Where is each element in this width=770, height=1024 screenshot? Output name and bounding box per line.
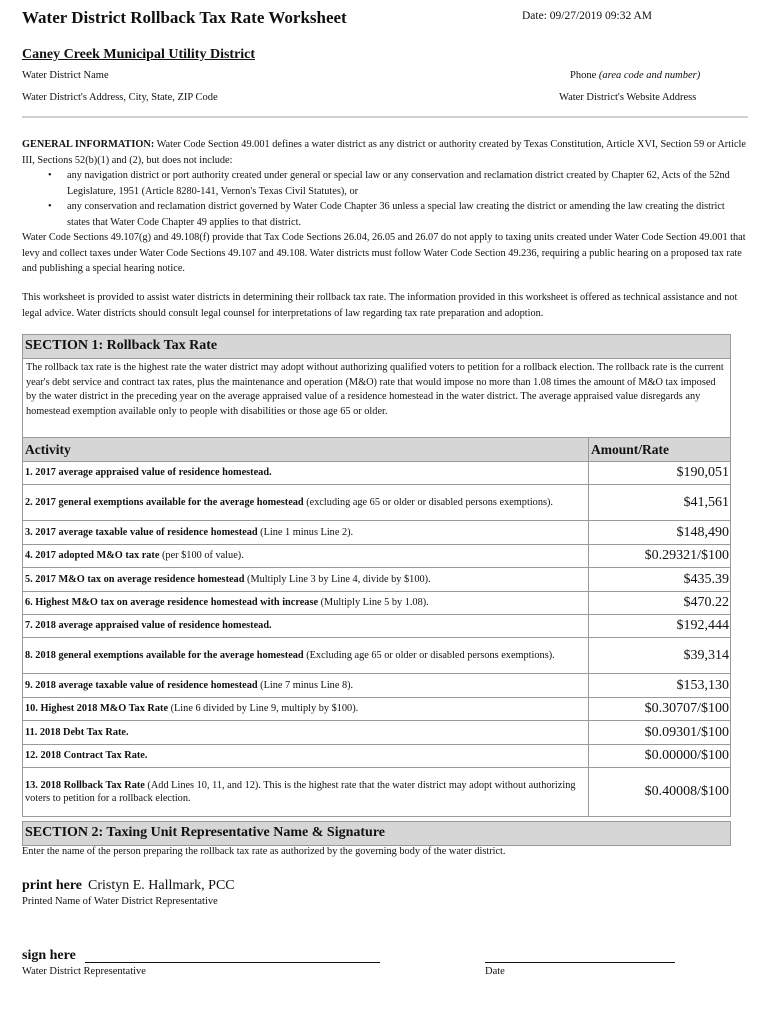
amount-cell: $0.30707/$100 (589, 698, 731, 721)
activity-bold: 4. 2017 adopted M&O tax rate (25, 550, 160, 562)
bullet-text: any navigation district or port authority created under general or special law or any conservation and reclamation district created by Chapter 62, Acts of the 52nd Legislature, 1951 (Article 8280-141, Vernon's Texas Civil Statutes), or (67, 170, 730, 197)
activity-bold: 2. 2017 general exemptions available for the average homestead (25, 496, 304, 508)
phone-label-text: Phone (570, 70, 597, 81)
activity-cell (23, 768, 589, 817)
general-information (22, 137, 748, 277)
phone-label (570, 70, 700, 81)
amount-cell: $435.39 (589, 568, 731, 592)
amount-cell: $470.22 (589, 592, 731, 615)
activity-bold: 9. 2018 average taxable value of residence homestead (25, 679, 258, 691)
page-title: Water District Rollback Tax Rate Worksheet (22, 8, 347, 27)
activity-cell (23, 674, 589, 698)
general-intro-text: Water Code Section 49.001 defines a water district as any district or authority created by Texas Constitution, Article XVI, Section 59 or Article III, Sections 52(b)(1) and (2), but does not include: (22, 139, 746, 166)
table-row (23, 485, 731, 521)
activity-cell (23, 698, 589, 721)
amount-cell: $0.29321/$100 (589, 545, 731, 568)
activity-bold: 5. 2017 M&O tax on average residence homestead (25, 573, 245, 585)
amount-cell: $0.00000/$100 (589, 745, 731, 768)
activity-cell (23, 592, 589, 615)
activity-note: (Multiply Line 5 by 1.08). (318, 597, 429, 609)
activity-bold: 6. Highest M&O tax on average residence homestead with increase (25, 597, 319, 609)
list-item (22, 199, 748, 230)
activity-note: (per $100 of value). (159, 550, 244, 562)
amount-cell: $148,490 (589, 521, 731, 545)
table-row (23, 592, 731, 615)
table-row (23, 615, 731, 638)
district-name: Caney Creek Municipal Utility District (22, 47, 256, 62)
activity-cell (23, 615, 589, 638)
printed-name-field[interactable]: Cristyn E. Hallmark, PCC (88, 878, 235, 893)
amount-cell: $153,130 (589, 674, 731, 698)
phone-hint: (area code and number) (598, 70, 701, 81)
activity-note: (Line 6 divided by Line 9, multiply by $100). (168, 703, 359, 715)
activity-note: (Multiply Line 3 by Line 4, divide by $100). (244, 573, 431, 585)
bullet-icon: • (48, 170, 52, 181)
signature-field[interactable] (85, 962, 380, 963)
activity-bold: 13. 2018 Rollback Tax Rate (25, 779, 145, 791)
activity-bold: 11. 2018 Debt Tax Rate. (25, 726, 129, 738)
table-row (23, 462, 731, 485)
address-label: Water District's Address, City, State, ZIP Code (22, 92, 218, 103)
section-2-title: SECTION 2: Taxing Unit Representative Name & Signature (22, 821, 731, 846)
activity-note: (Line 1 minus Line 2). (257, 526, 354, 538)
date-label: Date (485, 966, 505, 977)
print-row (22, 878, 235, 894)
list-item (22, 168, 748, 199)
activity-cell (23, 568, 589, 592)
activity-bold: 12. 2018 Contract Tax Rate. (25, 750, 148, 762)
activity-bold: 8. 2018 general exemptions available for the average homestead (25, 649, 304, 661)
website-label: Water District's Website Address (559, 92, 697, 103)
table-row (23, 638, 731, 674)
table-row (23, 768, 731, 817)
activity-note: (Line 7 minus Line 8). (257, 679, 354, 691)
table-row (23, 545, 731, 568)
activity-bold: 7. 2018 average appraised value of residence homestead. (25, 620, 272, 632)
table-row (23, 674, 731, 698)
bullet-text: any conservation and reclamation district governed by Water Code Chapter 36 unless a special law creating the district or amending the law creating the district states that Water Code Chapter 49 applies to that district. (67, 201, 725, 228)
activity-cell (23, 745, 589, 768)
amount-cell: $39,314 (589, 638, 731, 674)
district-name-label: Water District Name (22, 70, 109, 81)
activity-header: Activity (23, 438, 589, 462)
worksheet-note: This worksheet is provided to assist water districts in determining their rollback tax rate. The information provided in this worksheet is offered as technical assistance and not legal advice. Water districts should consult legal counsel for interpretations of law regarding tax rate preparation and adoption. (22, 292, 738, 319)
activity-cell (23, 521, 589, 545)
general-heading: GENERAL INFORMATION: (22, 139, 155, 150)
section-1-description: The rollback tax rate is the highest rate the water district may adopt without authorizing qualified voters to petition for a rollback election. The rollback rate is the current year's debt service and contract tax rates, plus the maintenance and operation (M&O) rate that would impose no more than 1.08 times the amount of M&O tax imposed by the water district in the preceding year on the average appraised value of a residence homestead in the water district. The average appraised value disregards any homestead exemption available only to people with disabilities or those age 65 or older. (22, 359, 731, 437)
activity-note: (excluding age 65 or older or disabled persons exemptions). (303, 496, 553, 508)
amount-cell: $41,561 (589, 485, 731, 521)
amount-cell: $192,444 (589, 615, 731, 638)
activity-bold: 1. 2017 average appraised value of residence homestead. (25, 467, 272, 479)
section-1-title: SECTION 1: Rollback Tax Rate (22, 334, 731, 359)
print-label: print here (22, 878, 83, 893)
general-bullets (22, 168, 748, 230)
table-header-row (23, 438, 731, 462)
amount-cell: $190,051 (589, 462, 731, 485)
date-field[interactable] (485, 962, 675, 963)
amount-cell: $0.40008/$100 (589, 768, 731, 817)
activity-note: (Excluding age 65 or older or disabled persons exemptions). (303, 649, 555, 661)
general-closing: Water Code Sections 49.107(g) and 49.108(f) provide that Tax Code Sections 26.04, 26.05 and 26.07 do not apply to taxing units created under Water Code Section 49.001 that levy and collect taxes under Water Code Sections 49.107 and 49.108. Water districts must follow Water Code Section 49.236, requiring a public hearing on a proposed tax rate and publishing a special hearing notice. (22, 232, 746, 274)
activity-cell (23, 721, 589, 745)
bullet-icon: • (48, 201, 52, 212)
activity-note: (Add Lines 10, 11, and 12). This is the highest rate that the water district may adopt without authorizing voters to petition for a rollback election. (25, 779, 576, 804)
section-2-description: Enter the name of the person preparing the rollback tax rate as authorized by the governing body of the water district. (22, 846, 506, 857)
table-row (23, 698, 731, 721)
activity-cell (23, 638, 589, 674)
activity-cell (23, 462, 589, 485)
date-stamp: Date: 09/27/2019 09:32 AM (522, 10, 653, 22)
printed-name-label: Printed Name of Water District Representative (22, 896, 218, 907)
general-intro (22, 137, 748, 168)
header-divider (22, 116, 748, 118)
activity-bold: 3. 2017 average taxable value of residence homestead (25, 526, 258, 538)
table-row (23, 521, 731, 545)
rollback-worksheet-table (22, 437, 731, 817)
amount-cell: $0.09301/$100 (589, 721, 731, 745)
table-row (23, 721, 731, 745)
activity-cell (23, 485, 589, 521)
sign-label: sign here (22, 948, 76, 963)
activity-cell (23, 545, 589, 568)
table-row (23, 568, 731, 592)
representative-label: Water District Representative (22, 966, 146, 977)
table-row (23, 745, 731, 768)
activity-bold: 10. Highest 2018 M&O Tax Rate (25, 703, 169, 715)
amount-header: Amount/Rate (589, 438, 731, 462)
